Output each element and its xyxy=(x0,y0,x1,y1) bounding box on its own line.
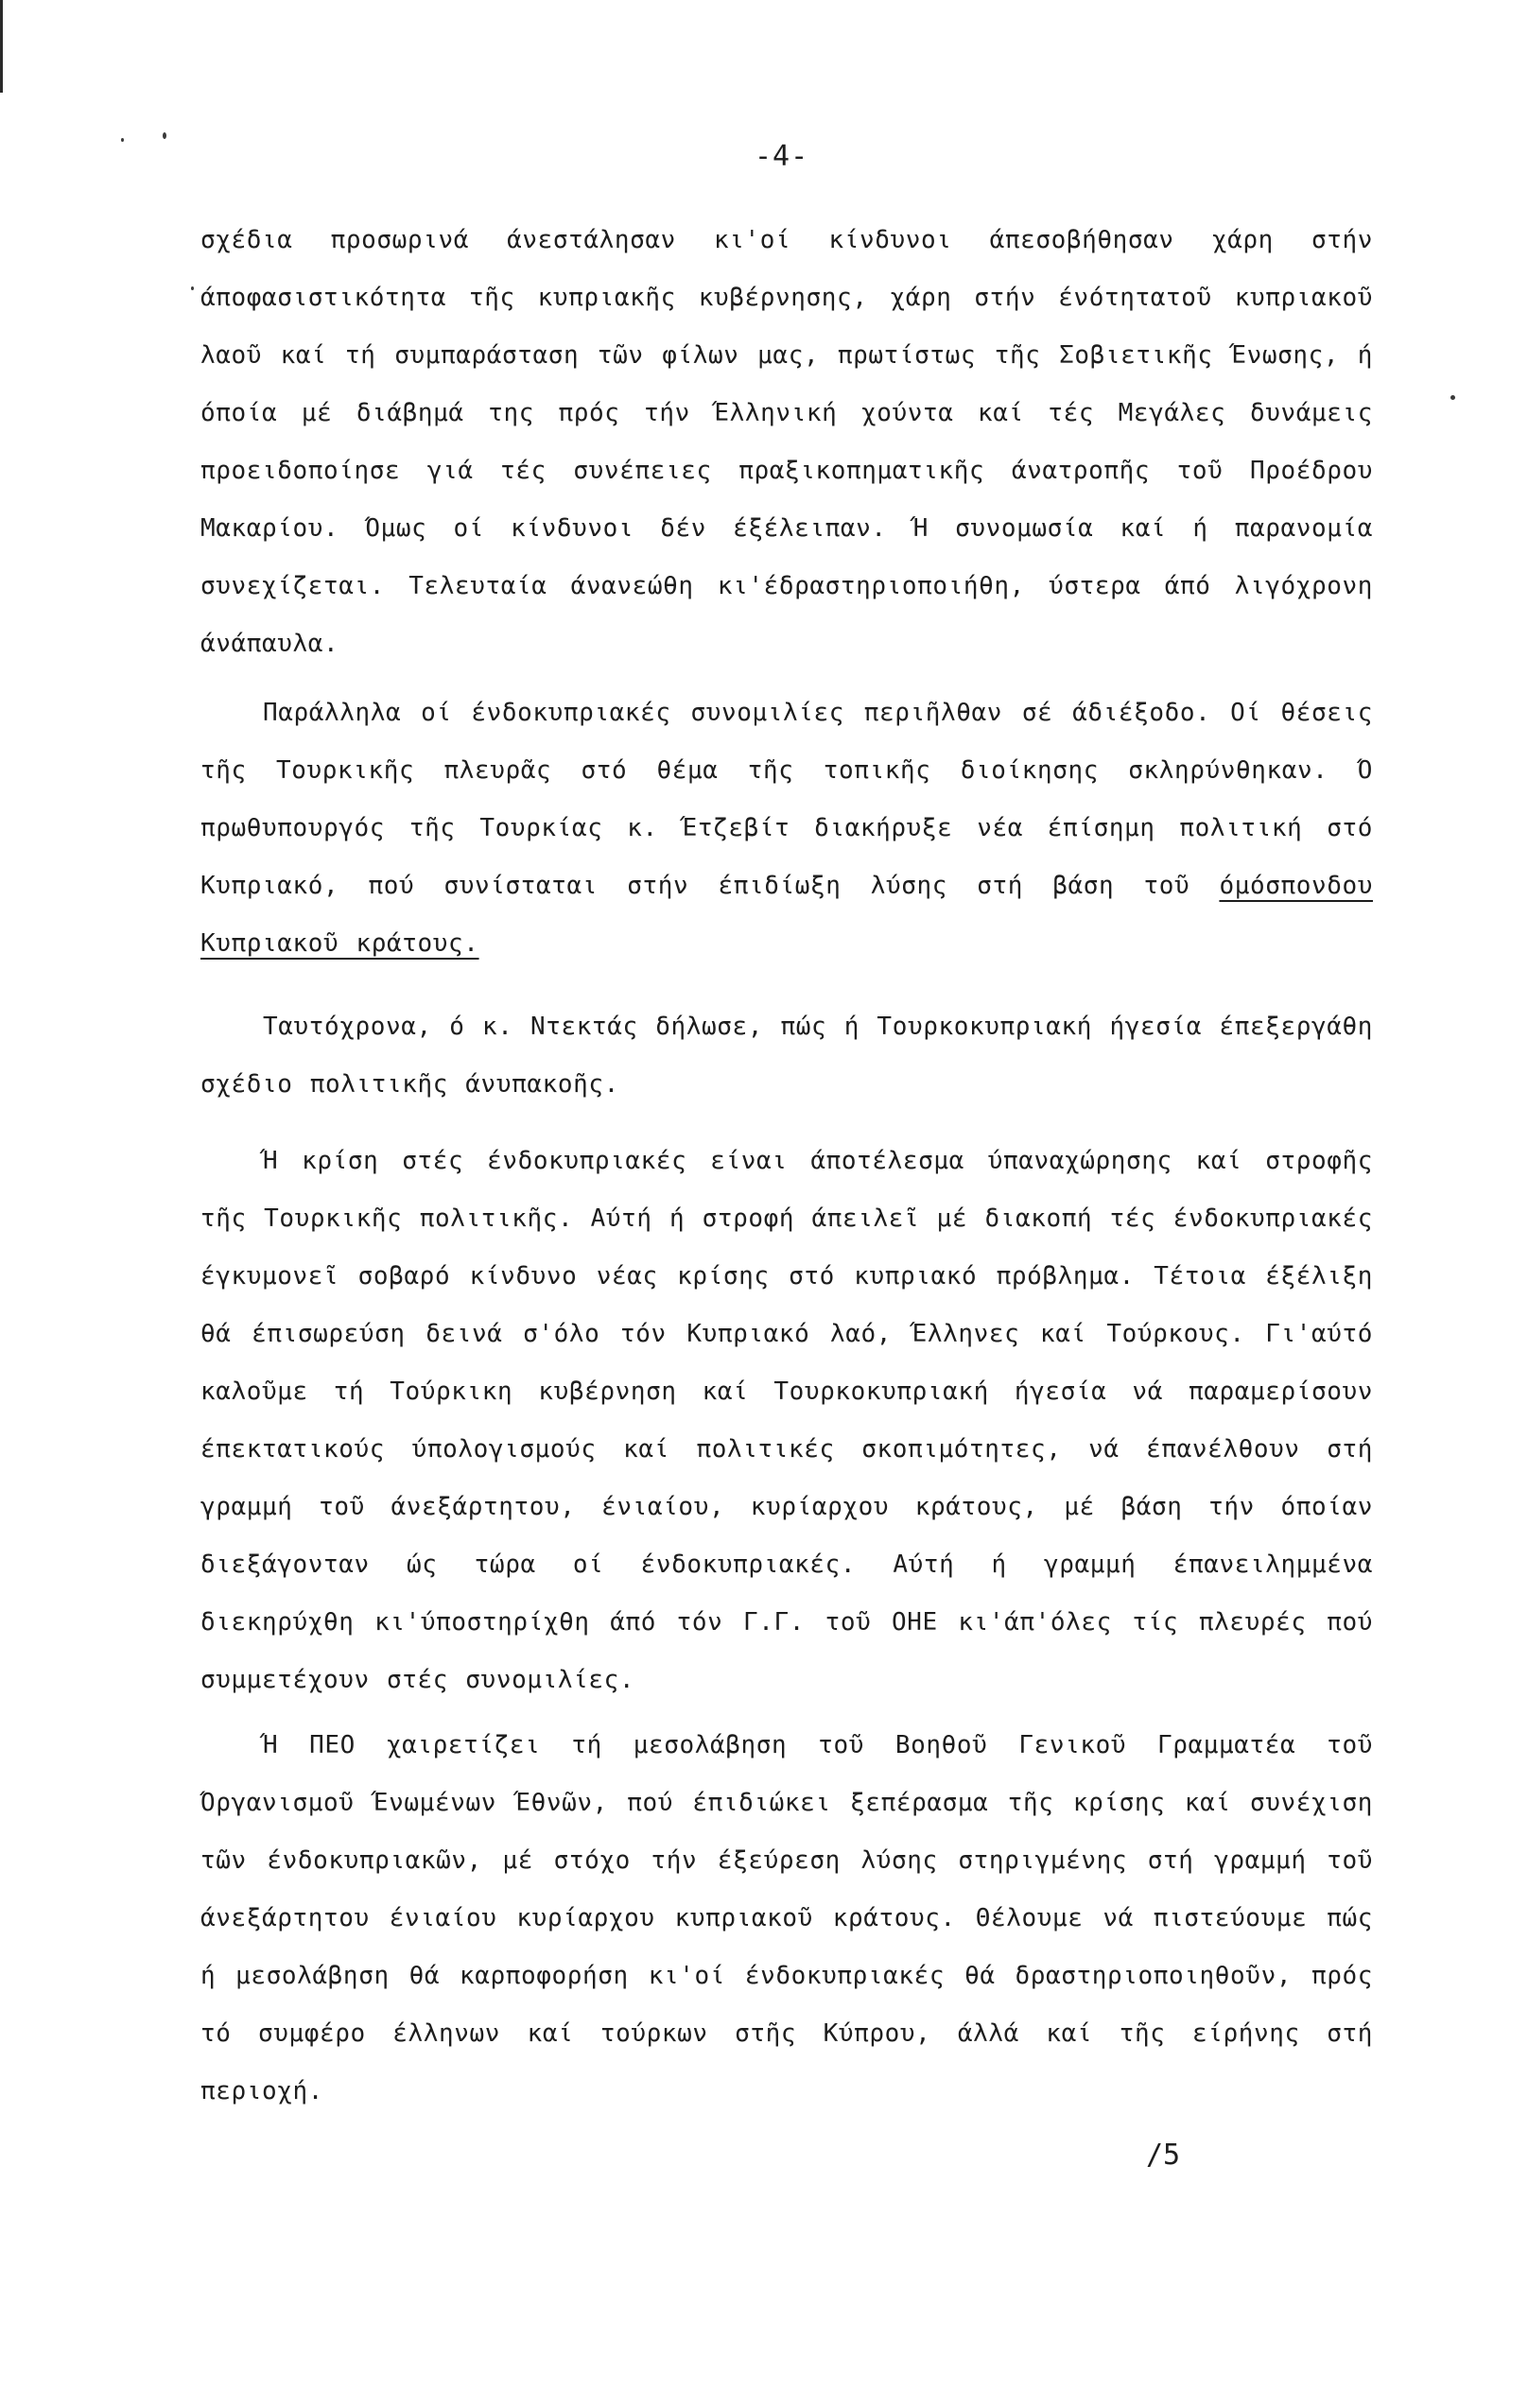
paragraph-5: Ή ΠΕΟ χαιρετίζει τή μεσολάβηση τοῦ Βοηθοῦ Γενικοῦ Γραμματέα τοῦ Όργανισμοῦ Ένωμένων Έθνῶν, πού έπιδιώκει ξεπέρασμα τῆς κρίσης καί συνέχιση τῶν ένδοκυπριακῶν, μέ στόχο τήν έξεύρεση λύσης στηριγμένης στή γραμμή τοῦ άνεξάρτητου ένιαίου κυρίαρχου κυπριακοῦ κράτους. Θέλουμε νά πιστεύουμε πώς ή μεσολάβηση θά καρποφορήση κι'οί ένδοκυπριακές θά δραστηριοποιηθοῦν, πρός τό συμφέρο έλληνων καί τούρκων στῆς Κύπρου, άλλά καί τῆς είρήνης στή περιοχή. xyxy=(200,1731,1373,2105)
paragraph-2-text: Παράλληλα οί ένδοκυπριακές συνομιλίες περιῆλθαν σέ άδιέξοδο. Οί θέσεις τῆς Τουρκικῆς πλευρᾶς στό θέμα τῆς τοπικῆς διοίκησης σκληρύνθηκαν. Ό πρωθυπουργός τῆς Τουρκίας κ. Έτζεβίτ διακήρυξε νέα έπίσημη πολιτική στό Κυπριακό, πού συνίσταται στήν έπιδίωξη λύσης στή βάση τοῦ xyxy=(200,699,1373,900)
scan-speck xyxy=(1450,395,1455,400)
paragraph-2 xyxy=(200,684,1373,973)
scan-edge-mark xyxy=(0,0,3,93)
paragraph-3: Ταυτόχρονα, ό κ. Ντεκτάς δήλωσε, πώς ή Τουρκοκυπριακή ήγεσία έπεξεργάθη σχέδιο πολιτικῆς άνυπακοῆς. xyxy=(200,1013,1373,1099)
continuation-mark: /5 xyxy=(1146,2139,1181,2172)
page-number: -4- xyxy=(755,140,809,173)
scan-speck xyxy=(163,132,166,139)
scan-speck xyxy=(121,138,124,142)
scan-speck xyxy=(191,286,194,290)
underlined-phrase: όμόσπονδου Κυπριακοῦ κράτους. xyxy=(200,872,1373,958)
paragraph-1: σχέδια προσωρινά άνεστάλησαν κι'οί κίνδυνοι άπεσοβήθησαν χάρη στήν άποφασιστικότητα τῆς κυπριακῆς κυβέρνησης, χάρη στήν ένότητατοῦ κυπριακοῦ λαοῦ καί τή συμπαράσταση τῶν φίλων μας, πρωτίστως τῆς Σοβιετικῆς Ένωσης, ή όποία μέ διάβημά της πρός τήν Έλληνική χούντα καί τές Μεγάλες δυνάμεις προειδοποίησε γιά τές συνέπειες πραξικοπηματικῆς άνατροπῆς τοῦ Προέδρου Μακαρίου. Όμως οί κίνδυνοι δέν έξέλειπαν. Ή συνομωσία καί ή παρανομία συνεχίζεται. Τελευταία άνανεώθη κι'έδραστηριοποιήθη, ύστερα άπό λιγόχρονη άνάπαυλα. xyxy=(200,226,1373,658)
paragraph-4: Ή κρίση στές ένδοκυπριακές είναι άποτέλεσμα ύπαναχώρησης καί στροφῆς τῆς Τουρκικῆς πολιτικῆς. Αύτή ή στροφή άπειλεῖ μέ διακοπή τές ένδοκυπριακές έγκυμονεῖ σοβαρό κίνδυνο νέας κρίσης στό κυπριακό πρόβλημα. Τέτοια έξέλιξη θά έπισωρεύση δεινά σ'όλο τόν Κυπριακό λαό, Έλληνες καί Τούρκους. Γι'αύτό καλοῦμε τή Τούρκικη κυβέρνηση καί Τουρκοκυπριακή ήγεσία νά παραμερίσουν έπεκτατικούς ύπολογισμούς καί πολιτικές σκοπιμότητες, νά έπανέλθουν στή γραμμή τοῦ άνεξάρτητου, ένιαίου, κυρίαρχου κράτους, μέ βάση τήν όποίαν διεξάγονταν ώς τώρα οί ένδοκυπριακές. Αύτή ή γραμμή έπανειλημμένα διεκηρύχθη κι'ύποστηρίχθη άπό τόν Γ.Γ. τοῦ ΟΗΕ κι'άπ'όλες τίς πλευρές πού συμμετέχουν στές συνομιλίες. xyxy=(200,1147,1373,1694)
